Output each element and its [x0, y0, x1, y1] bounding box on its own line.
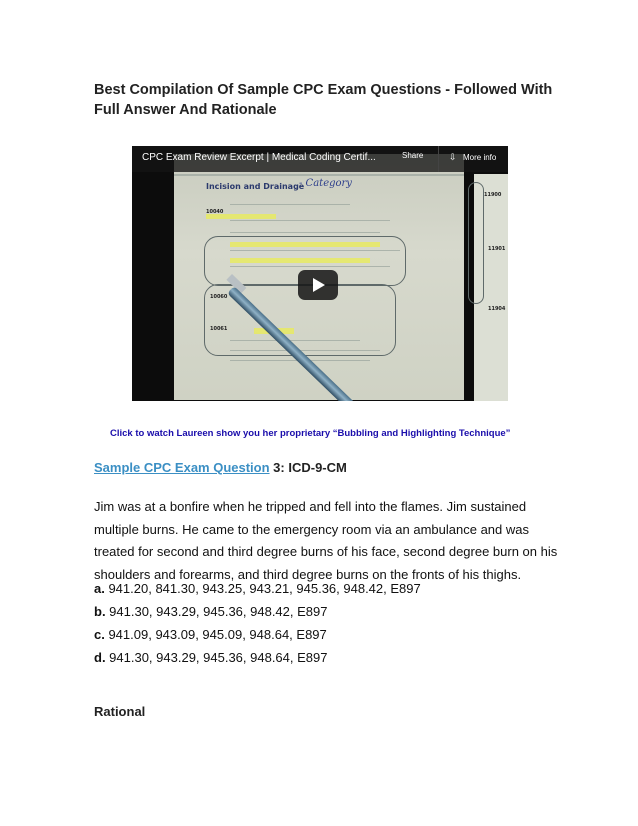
more-info-button[interactable] — [438, 146, 508, 172]
frame-code: 11900 — [484, 192, 502, 198]
share-button[interactable]: Share — [402, 151, 424, 160]
article-title: Best Compilation Of Sample CPC Exam Questions - Followed With Full Answer And Rationale — [94, 82, 553, 118]
video-title-bar — [132, 146, 508, 172]
question-heading — [94, 460, 347, 475]
option-text: 941.30, 943.29, 945.36, 948.42, E897 — [105, 604, 328, 619]
frame-bubble — [468, 182, 484, 304]
answer-option — [94, 604, 327, 619]
question-paragraph: Jim was at a bonfire when he tripped and fell into the flames. Jim sustained multiple burns. He came to the emergency room via an ambulance and was treated for second and third degree burns of his face, second degree burn on his shoulders and forearms, and third degree burns on the fronts of his thighs. — [94, 499, 558, 582]
frame-code: 10060 — [210, 294, 228, 300]
frame-code: 11904 — [488, 306, 506, 312]
frame-code: 10040 — [206, 209, 224, 215]
chevron-down-icon: ⇩ — [449, 152, 457, 162]
option-text: 941.20, 841.30, 943.25, 943.21, 945.36, 948.42, E897 — [104, 581, 421, 596]
frame-scribble: - Category — [299, 178, 352, 189]
video-title[interactable]: CPC Exam Review Excerpt | Medical Coding Certif... — [142, 152, 376, 163]
option-letter: a. — [94, 581, 105, 596]
frame-code: 11901 — [488, 246, 506, 252]
frame-right-column — [474, 174, 508, 401]
video-player[interactable] — [132, 146, 508, 401]
question-heading-rest: 3: ICD-9-CM — [269, 460, 347, 475]
video-caption-link[interactable]: Click to watch Laureen show you her proprietary “Bubbling and Highlighting Technique” — [110, 428, 511, 439]
answer-option — [94, 650, 327, 665]
frame-section-head: Incision and Drainage — [206, 182, 305, 191]
option-text: 941.30, 943.29, 945.36, 948.64, E897 — [105, 650, 328, 665]
question-link[interactable]: Sample CPC Exam Question — [94, 460, 270, 475]
play-button[interactable] — [298, 270, 338, 300]
option-text: 941.09, 943.09, 945.09, 948.64, E897 — [104, 627, 327, 642]
answer-option — [94, 581, 421, 596]
frame-code: 10061 — [210, 326, 228, 332]
option-letter: c. — [94, 627, 105, 642]
answer-option — [94, 627, 327, 642]
option-letter: d. — [94, 650, 106, 665]
more-info-label: More info — [463, 153, 497, 162]
option-letter: b. — [94, 604, 106, 619]
rational-heading: Rational — [94, 704, 146, 719]
